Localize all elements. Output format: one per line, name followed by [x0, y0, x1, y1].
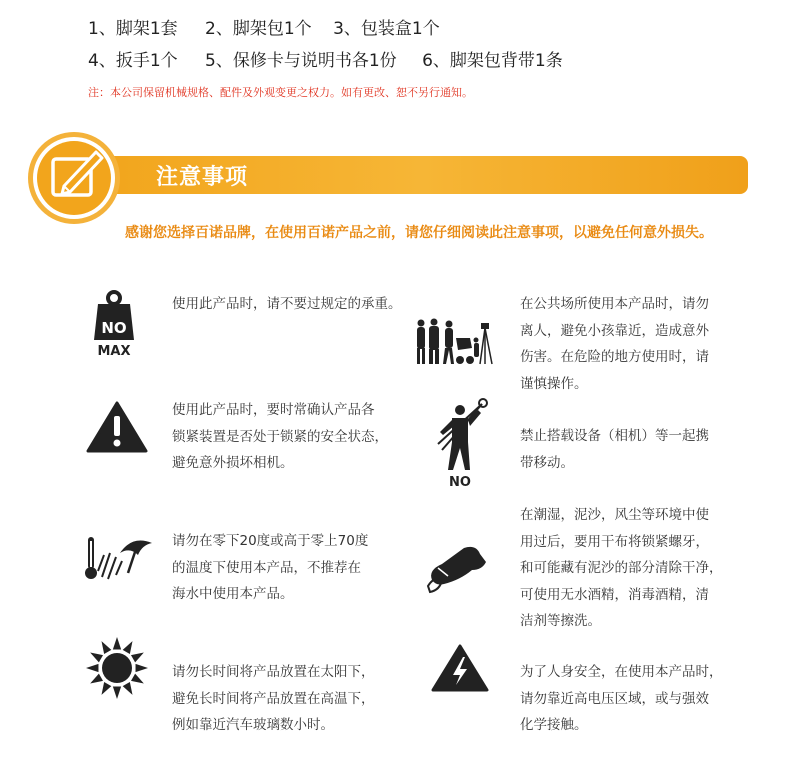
caution-carry-line-2: 带移动。 [520, 454, 574, 471]
package-list-row-2 [88, 46, 563, 71]
caution-temperature-line-1: 请勿在零下20度或高于零上70度 [172, 533, 369, 549]
section-banner [26, 130, 756, 230]
caution-sun [172, 659, 375, 739]
cleaning-cloth-icon [424, 540, 490, 596]
sun-ray [113, 637, 121, 649]
caution-clean-line-1: 在潮湿，泥沙，风尘等环境中使 [520, 507, 709, 523]
caution-carry [520, 423, 709, 476]
package-item-1: 1、脚架1套 [88, 19, 178, 39]
sun-ray [90, 674, 103, 684]
caution-voltage [520, 659, 723, 739]
caution-temperature-line-2: 的温度下使用本产品，不推荐在 [172, 559, 361, 576]
caution-public-line-4: 谨慎操作。 [520, 375, 588, 392]
caution-sun-line-3: 例如靠近汽车玻璃数小时。 [172, 717, 334, 733]
caution-clean [520, 502, 723, 635]
warning-triangle-icon [86, 400, 148, 454]
sun-icon [84, 635, 150, 701]
sun-ray [131, 674, 144, 684]
public-crowd-icon [414, 318, 496, 366]
no-carry-icon-text: NO [449, 475, 471, 490]
sun-ray [113, 687, 121, 699]
caution-load [172, 291, 402, 318]
caution-voltage-line-1: 为了人身安全，在使用本产品时， [520, 664, 723, 680]
package-item-6: 6、脚架包背带1条 [422, 51, 563, 71]
caution-lock-line-3: 避免意外损坏相机。 [172, 455, 294, 471]
package-item-5: 5、保修卡与说明书各1份 [205, 51, 397, 71]
section-intro: 感谢您选择百诺品牌，在使用百诺产品之前，请您仔细阅读此注意事项，以避免任何意外损失。 [125, 225, 713, 241]
high-voltage-icon [431, 643, 489, 693]
caution-clean-line-3: 和可能藏有泥沙的部分清除干净， [520, 560, 723, 576]
caution-lock-line-2: 锁紧装置是否处于锁紧的安全状态， [172, 428, 388, 445]
sun-ray [123, 641, 133, 654]
caution-public-line-1: 在公共场所使用本产品时，请勿 [520, 296, 709, 312]
sun-ray [102, 682, 112, 695]
caution-public [520, 291, 709, 397]
no-max-icon-max-text: MAX [97, 344, 131, 358]
caution-voltage-line-2: 请勿靠近高电压区域，或与强效 [520, 690, 709, 707]
disclaimer-note: 注：本公司保留机械规格、配件及外观变更之权力。如有更改、恕不另行通知。 [88, 86, 473, 99]
package-item-4: 4、扳手1个 [88, 51, 178, 71]
caution-public-line-2: 离人，避免小孩靠近，造成意外 [520, 322, 709, 339]
caution-carry-line-1: 禁止搭载设备（相机）等一起携 [520, 428, 709, 444]
caution-lock [172, 397, 388, 477]
sun-ray [123, 682, 133, 695]
caution-clean-line-4: 可使用无水酒精，消毒酒精，清 [520, 586, 709, 603]
section-title: 注意事项 [156, 165, 249, 190]
sun-ray [86, 664, 98, 672]
no-max-weight-icon [88, 290, 140, 358]
sun-ray [90, 653, 103, 663]
caution-temperature-line-3: 海水中使用本产品。 [172, 586, 294, 602]
sun-ray [136, 664, 148, 672]
caution-public-line-3: 伤害。在危险的地方使用时，请 [520, 349, 709, 365]
package-item-3: 3、包装盒1个 [333, 19, 440, 39]
caution-lock-line-1: 使用此产品时，要时常确认产品各 [172, 402, 375, 418]
package-item-2: 2、脚架包1个 [205, 19, 312, 39]
caution-clean-line-5: 洁剂等擦洗。 [520, 613, 601, 629]
caution-sun-line-2: 避免长时间将产品放置在高温下， [172, 690, 375, 707]
caution-sun-line-1: 请勿长时间将产品放置在太阳下， [172, 664, 375, 680]
edit-badge-icon [26, 130, 122, 226]
sun-ray [131, 653, 144, 663]
caution-temperature [172, 528, 368, 608]
caution-clean-line-2: 用过后，要用干布将锁紧螺牙， [520, 533, 709, 550]
temperature-rain-icon [84, 533, 156, 583]
package-list-row-1 [88, 14, 440, 39]
sun-ray [102, 641, 112, 654]
caution-voltage-line-3: 化学接触。 [520, 717, 588, 733]
caution-load-line: 使用此产品时，请不要过规定的承重。 [172, 296, 402, 312]
no-max-icon-no-text: NO [101, 319, 127, 337]
no-carry-icon [432, 396, 490, 490]
